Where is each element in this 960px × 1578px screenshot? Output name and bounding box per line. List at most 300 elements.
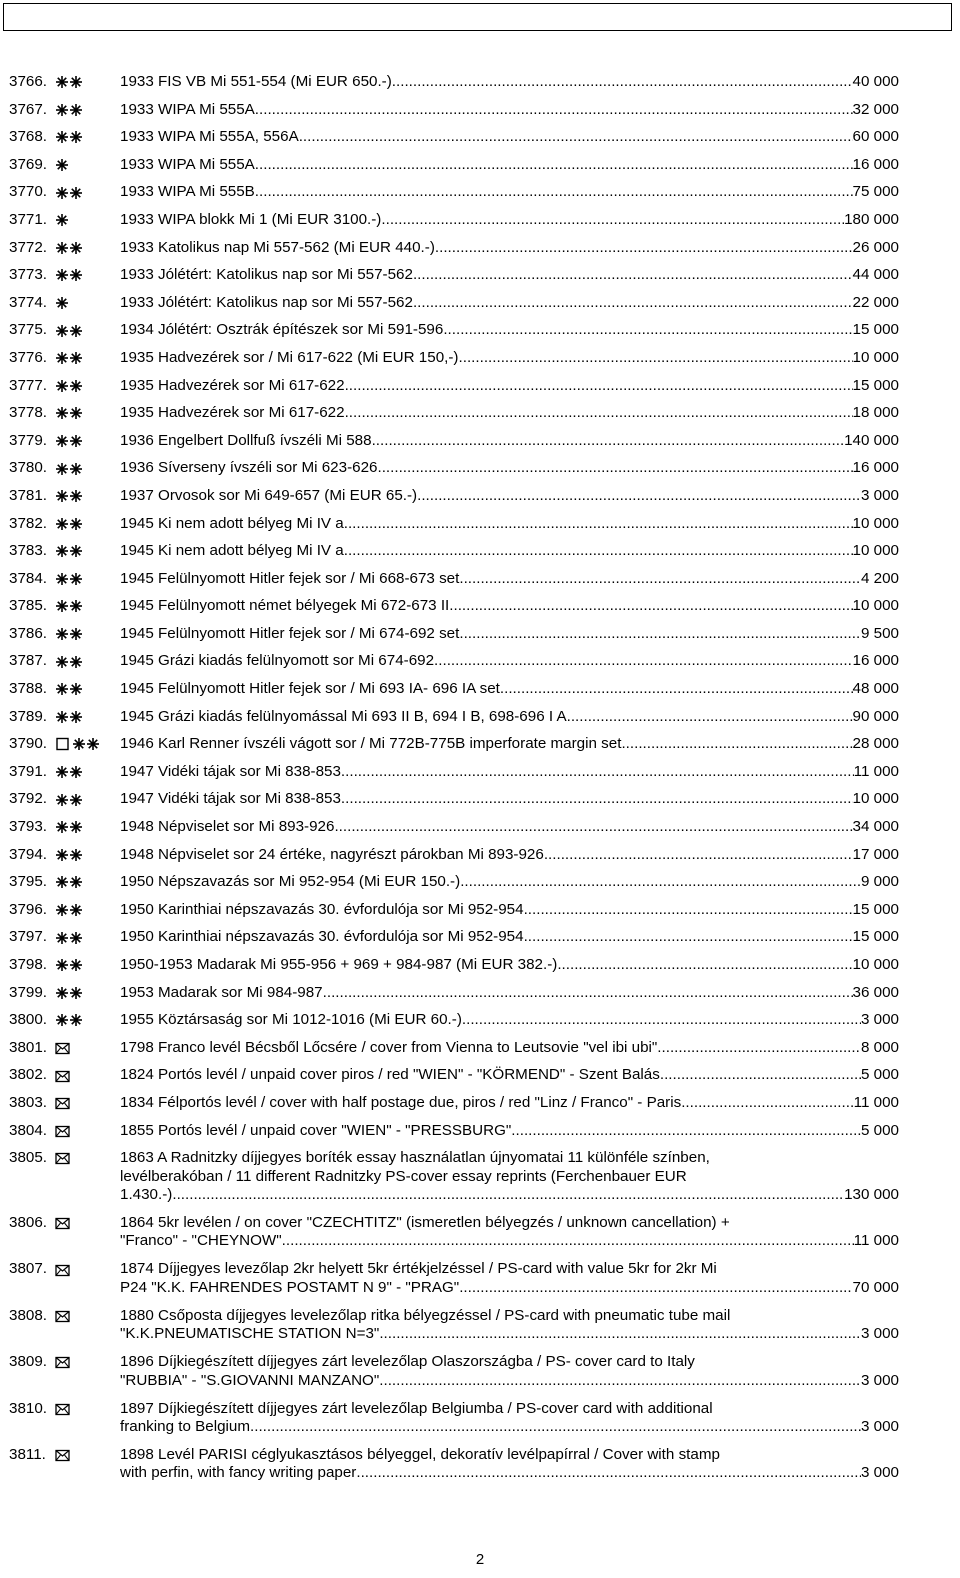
lot-price: 3 000 — [860, 1325, 899, 1343]
leader-dots — [434, 652, 853, 670]
envelope-icon — [55, 1124, 71, 1138]
description-line: 1864 5kr levélen / on cover "CZECHTITZ" (ismeretlen bélyegzés / unknown cancellation) + — [120, 1213, 730, 1231]
lot-number: 3770. — [9, 183, 48, 201]
lot-number: 3799. — [9, 983, 48, 1001]
page-header-frame — [3, 3, 952, 31]
description-line: 1945 Grázi kiadás felülnyomott sor Mi 674-692 — [120, 652, 435, 670]
catalog-item — [9, 542, 899, 560]
lot-price: 34 000 — [852, 818, 899, 836]
description-line: "Franco" - "CHEYNOW" — [120, 1232, 282, 1250]
lot-price: 15 000 — [852, 900, 899, 918]
leader-dots — [443, 321, 852, 339]
catalog-item — [9, 652, 899, 670]
leader-dots — [524, 901, 853, 919]
description-line: levélberakóban / 11 different Radnitzky PS-cover essay reprints (Ferchenbauer EUR — [120, 1167, 687, 1185]
double-asterisk-icon — [55, 130, 83, 144]
condition-symbols — [55, 735, 120, 753]
condition-symbols — [55, 432, 120, 450]
lot-number: 3786. — [9, 624, 48, 642]
lot-number: 3773. — [9, 266, 48, 284]
lot-price: 9 000 — [860, 873, 899, 891]
condition-symbols — [55, 239, 120, 257]
condition-symbols — [55, 515, 120, 533]
lot-description — [120, 1214, 899, 1251]
catalog-item — [9, 735, 899, 753]
lot-price: 48 000 — [852, 680, 899, 698]
description-leader-line — [120, 459, 899, 477]
condition-symbols — [55, 294, 120, 312]
leader-dots — [341, 790, 853, 808]
description-leader-line — [120, 763, 899, 781]
condition-symbols — [55, 928, 120, 946]
double-asterisk-icon — [55, 710, 83, 724]
catalog-item — [9, 1149, 899, 1204]
leader-dots — [172, 1186, 844, 1204]
lot-number: 3785. — [9, 597, 48, 615]
asterisk-icon — [55, 213, 69, 227]
lot-number: 3793. — [9, 818, 48, 836]
lot-price: 10 000 — [852, 790, 899, 808]
envelope-icon — [55, 1402, 71, 1416]
lot-number: 3806. — [9, 1213, 48, 1231]
double-asterisk-icon — [55, 517, 83, 531]
catalog-item — [9, 570, 899, 588]
catalog-item — [9, 487, 899, 505]
double-asterisk-icon — [55, 379, 83, 393]
leader-dots — [250, 1418, 861, 1436]
description-leader-line — [120, 156, 899, 174]
description-line: 1945 Felülnyomott német bélyegek Mi 672-673 II — [120, 597, 450, 615]
lot-description — [120, 652, 899, 670]
lot-number: 3766. — [9, 73, 48, 90]
description-line: 1947 Vidéki tájak sor Mi 838-853 — [120, 790, 341, 808]
double-asterisk-icon — [55, 765, 83, 779]
description-leader-line — [120, 984, 899, 1002]
description-line: 1855 Portós levél / unpaid cover "WIEN" - "PRESSBURG" — [120, 1121, 512, 1139]
description-leader-line — [120, 211, 899, 229]
lot-description — [120, 1446, 899, 1483]
description-line: 1935 Hadvezérek sor / Mi 617-622 (Mi EUR 150,-) — [120, 348, 459, 366]
lot-description — [120, 239, 899, 257]
lot-price: 44 000 — [852, 266, 899, 284]
condition-symbols — [55, 101, 120, 119]
description-leader-line — [120, 846, 899, 864]
condition-symbols — [55, 1011, 120, 1029]
description-leader-line — [120, 873, 899, 891]
lot-description — [120, 1149, 899, 1204]
catalog-item — [9, 1214, 899, 1251]
catalog-item — [9, 625, 899, 643]
lot-price: 10 000 — [852, 542, 899, 560]
description-leader-line — [120, 625, 899, 643]
catalog-item — [9, 1122, 899, 1140]
lot-number: 3808. — [9, 1306, 48, 1324]
description-line: 1945 Grázi kiadás felülnyomással Mi 693 II B, 694 I B, 698-696 I A — [120, 707, 567, 725]
lot-description — [120, 128, 899, 146]
description-leader-line — [120, 597, 899, 615]
catalog-item — [9, 818, 899, 836]
double-asterisk-icon — [55, 627, 83, 641]
lot-number: 3769. — [9, 155, 48, 173]
lot-description — [120, 735, 899, 753]
catalog-item — [9, 1094, 899, 1112]
description-line: with perfin, with fancy writing paper — [120, 1464, 357, 1482]
catalog-item — [9, 515, 899, 533]
lot-price: 3 000 — [860, 1418, 899, 1435]
catalog-item — [9, 73, 899, 91]
description-line: 1950 Karinthiai népszavazás 30. évfordulója sor Mi 952-954 — [120, 928, 524, 946]
description-line: 1935 Hadvezérek sor Mi 617-622 — [120, 376, 345, 394]
leader-dots — [681, 1094, 853, 1112]
catalog-item — [9, 128, 899, 146]
condition-symbols — [55, 1122, 120, 1140]
double-asterisk-icon — [55, 820, 83, 834]
lot-description — [120, 487, 899, 505]
condition-symbols — [55, 956, 120, 974]
description-line: 1948 Népviselet sor Mi 893-926 — [120, 818, 335, 836]
lot-number: 3767. — [9, 100, 48, 118]
lot-number: 3807. — [9, 1260, 48, 1278]
description-leader-line — [120, 570, 899, 588]
description-line: 1950-1953 Madarak Mi 955-956 + 969 + 984-987 (Mi EUR 382.-) — [120, 956, 558, 973]
lot-price: 90 000 — [852, 707, 899, 725]
leader-dots — [372, 432, 845, 450]
leader-dots — [323, 984, 853, 1002]
lot-description — [120, 432, 899, 450]
double-asterisk-icon — [55, 903, 83, 917]
description-leader-line — [120, 1011, 899, 1029]
description-leader-line — [120, 956, 899, 974]
catalog-item — [9, 928, 899, 946]
leader-dots — [524, 928, 853, 946]
condition-symbols — [55, 459, 120, 477]
description-line: 1936 Síverseny ívszéli sor Mi 623-626 — [120, 459, 378, 477]
catalog-item — [9, 708, 899, 726]
leader-dots — [435, 239, 853, 257]
leader-dots — [377, 459, 852, 477]
catalog-item — [9, 101, 899, 119]
condition-symbols — [55, 1039, 120, 1057]
condition-symbols — [55, 1260, 120, 1278]
condition-symbols — [55, 597, 120, 615]
description-line: 1945 Ki nem adott bélyeg Mi IV a — [120, 542, 344, 560]
lot-price: 60 000 — [852, 128, 899, 146]
lot-description — [120, 818, 899, 836]
description-leader-line — [120, 652, 899, 670]
catalog-item — [9, 1039, 899, 1057]
double-asterisk-icon — [55, 241, 83, 255]
lot-description — [120, 1307, 899, 1344]
leader-dots — [544, 846, 853, 864]
lot-description — [120, 680, 899, 698]
description-leader-line — [120, 432, 899, 450]
lot-description — [120, 597, 899, 615]
lot-description — [120, 294, 899, 312]
lot-description — [120, 73, 899, 91]
condition-symbols — [55, 487, 120, 505]
condition-symbols — [55, 321, 120, 339]
double-asterisk-icon — [55, 268, 83, 282]
lot-description — [120, 984, 899, 1002]
condition-symbols — [55, 404, 120, 422]
condition-symbols — [55, 211, 120, 229]
lot-price: 8 000 — [860, 1038, 899, 1056]
lot-description — [120, 708, 899, 726]
leader-dots — [255, 156, 853, 174]
description-line: 1934 Jólétért: Osztrák építészek sor Mi 591-596 — [120, 321, 444, 339]
lot-price: 11 000 — [853, 1093, 899, 1111]
condition-symbols — [55, 790, 120, 808]
condition-symbols — [55, 1214, 120, 1232]
description-leader-line — [120, 1094, 899, 1112]
description-line: 1945 Felülnyomott Hitler fejek sor / Mi 693 IA- 696 IA set — [120, 680, 500, 698]
description-leader-line — [120, 1232, 899, 1250]
leader-dots — [381, 211, 844, 229]
description-line: 1955 Köztársaság sor Mi 1012-1016 (Mi EUR 60.-) — [120, 1011, 462, 1029]
double-asterisk-icon — [55, 351, 83, 365]
lot-description — [120, 404, 899, 422]
imperforate-square-icon — [55, 737, 71, 751]
lot-price: 28 000 — [852, 735, 899, 753]
lot-number: 3784. — [9, 569, 48, 587]
description-line: "K.K.PNEUMATISCHE STATION N=3" — [120, 1325, 380, 1343]
lot-price: 3 000 — [860, 486, 899, 504]
leader-dots — [334, 818, 852, 836]
description-line: 1953 Madarak sor Mi 984-987 — [120, 983, 323, 1001]
description-leader-line — [120, 1279, 899, 1297]
catalog-item — [9, 763, 899, 781]
description-line: 1945 Ki nem adott bélyeg Mi IV a — [120, 514, 344, 532]
description-line: P24 "K.K. FAHRENDES POSTAMT N 9" - "PRAG" — [120, 1278, 460, 1296]
description-line: 1948 Népviselet sor 24 értéke, nagyrészt párokban Mi 893-926 — [120, 845, 544, 863]
lot-price: 10 000 — [852, 956, 899, 973]
catalog-item — [9, 597, 899, 615]
lot-number: 3774. — [9, 293, 48, 311]
condition-symbols — [55, 156, 120, 174]
lot-number: 3801. — [9, 1038, 48, 1056]
description-leader-line — [120, 1372, 899, 1390]
lot-price: 16 000 — [852, 155, 899, 173]
lot-price: 11 000 — [853, 1232, 899, 1250]
condition-symbols — [55, 984, 120, 1002]
description-line: 1834 Félportós levél / cover with half postage due, piros / red "Linz / Franco" - Paris — [120, 1093, 682, 1111]
lot-price: 16 000 — [852, 459, 899, 477]
condition-symbols — [55, 1307, 120, 1325]
lot-number: 3787. — [9, 652, 48, 670]
catalog-list — [9, 73, 899, 1492]
lot-description — [120, 1039, 899, 1057]
leader-dots — [392, 73, 853, 91]
condition-symbols — [55, 901, 120, 919]
leader-dots — [255, 183, 853, 201]
lot-number: 3802. — [9, 1066, 48, 1084]
catalog-item — [9, 901, 899, 919]
lot-price: 5 000 — [860, 1121, 899, 1139]
leader-dots — [345, 377, 853, 395]
description-line: 1933 WIPA Mi 555B — [120, 183, 255, 201]
description-leader-line — [120, 790, 899, 808]
condition-symbols — [55, 1094, 120, 1112]
leader-dots — [379, 1325, 861, 1343]
leader-dots — [341, 763, 854, 781]
page-number: 2 — [475, 1551, 485, 1568]
condition-symbols — [55, 1446, 120, 1464]
description-leader-line — [120, 321, 899, 339]
description-line: franking to Belgium — [120, 1418, 251, 1435]
leader-dots — [413, 294, 853, 312]
description-leader-line — [120, 735, 899, 753]
leader-dots — [282, 1232, 854, 1250]
description-line: 1897 Díjkiegészített díjjegyes zárt levelezőlap Belgiumba / PS-cover card with additional — [120, 1399, 713, 1417]
lot-description — [120, 101, 899, 119]
double-asterisk-icon — [55, 544, 83, 558]
lot-price: 15 000 — [852, 928, 899, 946]
lot-description — [120, 349, 899, 367]
description-line: 1933 Jólétért: Katolikus nap sor Mi 557-562 — [120, 266, 413, 284]
double-asterisk-icon — [55, 406, 83, 420]
leader-dots — [459, 570, 861, 588]
double-asterisk-icon — [55, 958, 83, 972]
lot-price: 140 000 — [844, 431, 899, 449]
leader-dots — [344, 542, 853, 560]
description-line: 1.430.-) — [120, 1185, 173, 1203]
leader-dots — [621, 735, 852, 753]
lot-price: 16 000 — [852, 652, 899, 670]
lot-number: 3803. — [9, 1093, 48, 1111]
leader-dots — [660, 1066, 861, 1084]
lot-price: 75 000 — [852, 183, 899, 201]
leader-dots — [299, 128, 853, 146]
catalog-item — [9, 956, 899, 974]
lot-price: 15 000 — [852, 321, 899, 339]
description-line: 1933 WIPA blokk Mi 1 (Mi EUR 3100.-) — [120, 210, 382, 228]
description-line: 1950 Népszavazás sor Mi 952-954 (Mi EUR 150.-) — [120, 873, 461, 891]
description-leader-line — [120, 680, 899, 698]
catalog-item — [9, 156, 899, 174]
catalog-item — [9, 266, 899, 284]
lot-number: 3800. — [9, 1011, 48, 1029]
description-leader-line — [120, 901, 899, 919]
lot-price: 22 000 — [852, 293, 899, 311]
description-leader-line — [120, 1066, 899, 1084]
leader-dots — [459, 1279, 852, 1297]
lot-number: 3794. — [9, 845, 48, 863]
lot-number: 3780. — [9, 459, 48, 477]
envelope-icon — [55, 1263, 71, 1277]
lot-price: 10 000 — [852, 348, 899, 366]
lot-price: 70 000 — [852, 1278, 899, 1296]
catalog-item — [9, 1260, 899, 1297]
lot-number: 3792. — [9, 790, 48, 808]
description-leader-line — [120, 1418, 899, 1436]
lot-number: 3777. — [9, 376, 48, 394]
catalog-item — [9, 1066, 899, 1084]
double-asterisk-icon — [55, 103, 83, 117]
catalog-item — [9, 432, 899, 450]
catalog-item — [9, 1446, 899, 1483]
envelope-icon — [55, 1355, 71, 1369]
description-line: 1898 Levél PARISI céglyukasztásos bélyeggel, dekoratív levélpapírral / Cover with stamp — [120, 1446, 720, 1463]
catalog-item — [9, 183, 899, 201]
envelope-icon — [55, 1096, 71, 1110]
lot-number: 3811. — [9, 1446, 46, 1463]
description-leader-line — [120, 73, 899, 91]
double-asterisk-icon — [55, 931, 83, 945]
condition-symbols — [55, 818, 120, 836]
catalog-item — [9, 1307, 899, 1344]
lot-description — [120, 846, 899, 864]
lot-description — [120, 1094, 899, 1112]
double-asterisk-icon — [55, 462, 83, 476]
lot-price: 3 000 — [860, 1371, 899, 1389]
lot-number: 3798. — [9, 956, 48, 973]
lot-price: 26 000 — [852, 238, 899, 256]
catalog-item — [9, 404, 899, 422]
catalog-item — [9, 873, 899, 891]
condition-symbols — [55, 846, 120, 864]
lot-number: 3783. — [9, 542, 48, 560]
lot-price: 40 000 — [852, 73, 899, 90]
description-line: 1936 Engelbert Dollfuß ívszéli Mi 588 — [120, 431, 372, 449]
description-leader-line — [120, 487, 899, 505]
condition-symbols — [55, 266, 120, 284]
lot-price: 15 000 — [852, 376, 899, 394]
description-leader-line — [120, 294, 899, 312]
leader-dots — [511, 1122, 861, 1140]
envelope-icon — [55, 1448, 71, 1462]
lot-price: 5 000 — [860, 1066, 899, 1084]
condition-symbols — [55, 1353, 120, 1371]
description-line: 1945 Felülnyomott Hitler fejek sor / Mi 668-673 set — [120, 569, 460, 587]
lot-price: 180 000 — [844, 210, 899, 228]
description-leader-line — [120, 101, 899, 119]
double-asterisk-icon — [55, 1013, 83, 1027]
lot-number: 3791. — [9, 762, 48, 780]
lot-number: 3788. — [9, 680, 48, 698]
lot-description — [120, 321, 899, 339]
description-line: 1947 Vidéki tájak sor Mi 838-853 — [120, 762, 341, 780]
catalog-item — [9, 846, 899, 864]
leader-dots — [500, 680, 853, 698]
lot-price: 32 000 — [852, 100, 899, 118]
leader-dots — [344, 515, 853, 533]
lot-number: 3805. — [9, 1149, 48, 1167]
condition-symbols — [55, 763, 120, 781]
condition-symbols — [55, 1400, 120, 1418]
lot-number: 3778. — [9, 404, 48, 422]
catalog-item — [9, 984, 899, 1002]
lot-price: 10 000 — [852, 514, 899, 532]
catalog-item — [9, 1400, 899, 1437]
lot-number: 3782. — [9, 514, 48, 532]
catalog-item — [9, 239, 899, 257]
condition-symbols — [55, 542, 120, 560]
asterisk-icon — [55, 296, 69, 310]
lot-number: 3771. — [9, 210, 48, 228]
lot-description — [120, 928, 899, 946]
lot-description — [120, 1260, 899, 1297]
description-leader-line — [120, 515, 899, 533]
double-asterisk-icon — [55, 186, 83, 200]
description-line: 1935 Hadvezérek sor Mi 617-622 — [120, 404, 345, 422]
description-line: 1874 Díjjegyes levezőlap 2kr helyett 5kr értékjelzéssel / PS-card with value 5kr for 2kr Mi — [120, 1260, 717, 1278]
lot-price: 11 000 — [853, 762, 899, 780]
description-line: 1933 WIPA Mi 555A — [120, 155, 255, 173]
condition-symbols — [55, 128, 120, 146]
double-asterisk-icon — [55, 875, 83, 889]
catalog-item — [9, 1011, 899, 1029]
condition-symbols — [55, 708, 120, 726]
